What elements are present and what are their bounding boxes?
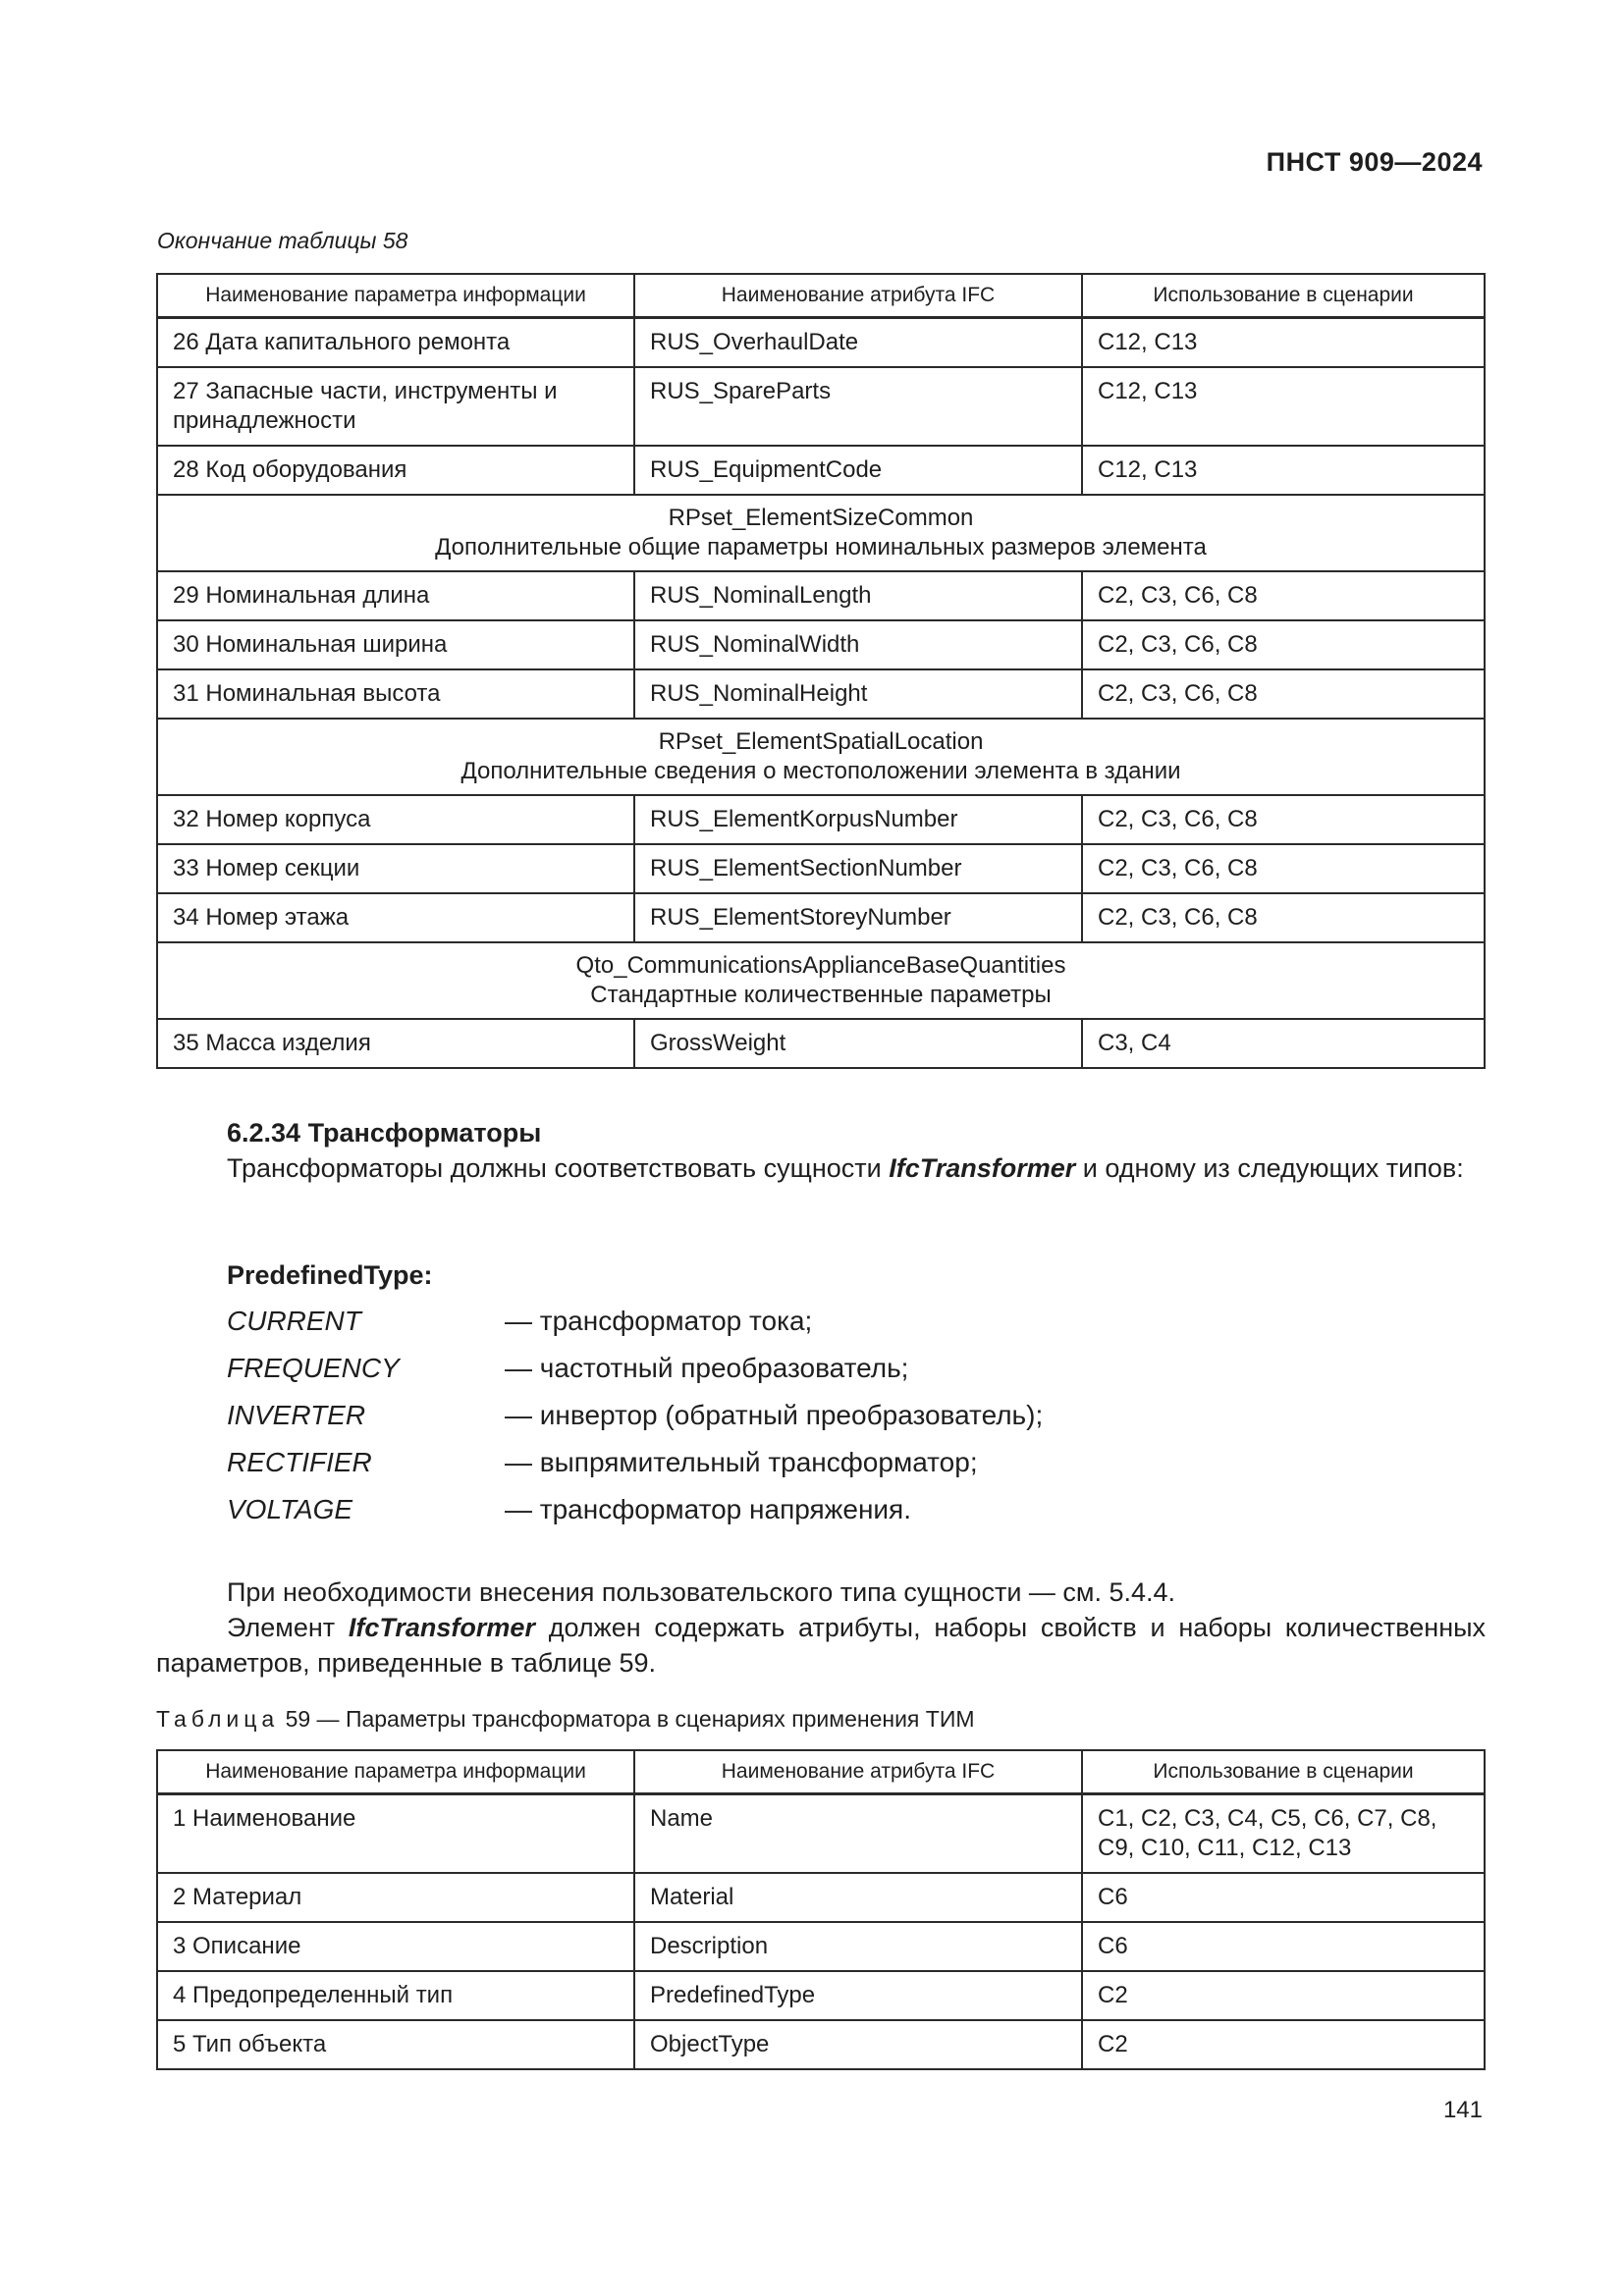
table-row: [157, 1873, 1485, 1922]
property-set-cell: [157, 942, 1485, 1019]
param-name-cell: 5 Тип объекта: [157, 2020, 634, 2069]
ifc-attribute-cell: RUS_ElementSectionNumber: [634, 844, 1082, 893]
type-description: — частотный преобразователь;: [505, 1353, 909, 1383]
scenario-usage-cell: C2, C3, C6, C8: [1082, 844, 1485, 893]
param-name-cell: 2 Материал: [157, 1873, 634, 1922]
scenario-usage-cell: C12, C13: [1082, 446, 1485, 495]
scenario-usage-cell: C2, C3, C6, C8: [1082, 571, 1485, 620]
ifc-attribute-cell: PredefinedType: [634, 1971, 1082, 2020]
table-row: [157, 318, 1485, 368]
param-name-cell: 33 Номер секции: [157, 844, 634, 893]
type-name: FREQUENCY: [227, 1353, 400, 1383]
ifc-attribute-cell: RUS_NominalHeight: [634, 669, 1082, 719]
section-title: 6.2.34 Трансформаторы: [227, 1118, 542, 1148]
table-row: [157, 367, 1485, 446]
scenario-usage-cell: C2: [1082, 2020, 1485, 2069]
entity-name: IfcTransformer: [348, 1613, 535, 1642]
ifc-attribute-cell: Material: [634, 1873, 1082, 1922]
scenario-usage-cell: C2, C3, C6, C8: [1082, 893, 1485, 942]
predefined-type-heading: PredefinedType:: [227, 1260, 433, 1290]
type-description: — трансформатор тока;: [505, 1306, 813, 1336]
property-set-cell: [157, 495, 1485, 571]
table-group-row: [157, 942, 1485, 1019]
element-paragraph: [156, 1610, 1486, 1681]
property-set-name: Qto_CommunicationsApplianceBaseQuantities: [575, 952, 1066, 979]
ifc-attribute-cell: RUS_EquipmentCode: [634, 446, 1082, 495]
intro-text-after: и одному из следующих типов:: [1075, 1153, 1464, 1183]
param-name-cell: 1 Наименование: [157, 1794, 634, 1874]
column-header: Наименование атрибута IFC: [634, 274, 1082, 318]
property-set-description: Дополнительные сведения о местоположении элемента в здании: [460, 758, 1181, 784]
param-name-cell: 35 Масса изделия: [157, 1019, 634, 1068]
ifc-attribute-cell: RUS_NominalLength: [634, 571, 1082, 620]
ifc-attribute-cell: RUS_ElementStoreyNumber: [634, 893, 1082, 942]
table-58-continuation-caption: Окончание таблицы 58: [157, 228, 408, 253]
table-59: [156, 1749, 1486, 2070]
column-header: Использование в сценарии: [1082, 1750, 1485, 1794]
column-header: Использование в сценарии: [1082, 274, 1485, 318]
ifc-attribute-cell: Description: [634, 1922, 1082, 1971]
param-name-cell: 31 Номинальная высота: [157, 669, 634, 719]
param-name-cell: 27 Запасные части, инструменты и принадлежности: [157, 367, 634, 446]
param-name-cell: 26 Дата капитального ремонта: [157, 318, 634, 368]
ifc-attribute-cell: Name: [634, 1794, 1082, 1874]
ifc-attribute-cell: RUS_OverhaulDate: [634, 318, 1082, 368]
type-description: — выпрямительный трансформатор;: [505, 1447, 978, 1477]
property-set-cell: [157, 719, 1485, 795]
scenario-usage-cell: C2, C3, C6, C8: [1082, 669, 1485, 719]
param-name-cell: 4 Предопределенный тип: [157, 1971, 634, 2020]
table-row: [157, 1019, 1485, 1068]
scenario-usage-cell: C12, C13: [1082, 367, 1485, 446]
scenario-usage-cell: C12, C13: [1082, 318, 1485, 368]
ifc-attribute-cell: RUS_ElementKorpusNumber: [634, 795, 1082, 844]
type-description: — инвертор (обратный преобразователь);: [505, 1400, 1044, 1430]
type-name: VOLTAGE: [227, 1494, 353, 1524]
custom-type-note: При необходимости внесения пользовательского типа сущности — см. 5.4.4.: [227, 1577, 1176, 1607]
column-header: Наименование параметра информации: [157, 274, 634, 318]
scenario-usage-cell: C6: [1082, 1922, 1485, 1971]
elem-text-before: Элемент: [227, 1613, 349, 1642]
table-row: [157, 893, 1485, 942]
scenario-usage-cell: C2, C3, C6, C8: [1082, 795, 1485, 844]
table-header-row: [157, 1750, 1485, 1794]
table-row: [157, 1971, 1485, 2020]
table-row: [157, 669, 1485, 719]
table-group-row: [157, 719, 1485, 795]
scenario-usage-cell: C3, C4: [1082, 1019, 1485, 1068]
ifc-attribute-cell: GrossWeight: [634, 1019, 1082, 1068]
param-name-cell: 3 Описание: [157, 1922, 634, 1971]
type-description: — трансформатор напряжения.: [505, 1494, 911, 1524]
scenario-usage-cell: C2: [1082, 1971, 1485, 2020]
column-header: Наименование параметра информации: [157, 1750, 634, 1794]
ifc-attribute-cell: RUS_SpareParts: [634, 367, 1082, 446]
ifc-attribute-cell: RUS_NominalWidth: [634, 620, 1082, 669]
param-name-cell: 30 Номинальная ширина: [157, 620, 634, 669]
property-set-name: RPset_ElementSizeCommon: [668, 505, 974, 531]
table-caption-word: Таблица: [156, 1706, 280, 1732]
table-row: [157, 795, 1485, 844]
type-name: INVERTER: [227, 1400, 366, 1430]
table-row: [157, 620, 1485, 669]
ifc-attribute-cell: ObjectType: [634, 2020, 1082, 2069]
param-name-cell: 29 Номинальная длина: [157, 571, 634, 620]
property-set-name: RPset_ElementSpatialLocation: [658, 728, 984, 755]
table-row: [157, 571, 1485, 620]
table-58: [156, 273, 1486, 1069]
param-name-cell: 32 Номер корпуса: [157, 795, 634, 844]
table-59-caption: [156, 1706, 975, 1733]
page-number: 141: [1442, 2097, 1483, 2123]
param-name-cell: 28 Код оборудования: [157, 446, 634, 495]
type-name: RECTIFIER: [227, 1447, 372, 1477]
table-row: [157, 446, 1485, 495]
table-caption-text: 59 — Параметры трансформатора в сценариях применения ТИМ: [279, 1706, 975, 1732]
table-header-row: [157, 274, 1485, 318]
property-set-description: Стандартные количественные параметры: [590, 982, 1052, 1008]
column-header: Наименование атрибута IFC: [634, 1750, 1082, 1794]
table-group-row: [157, 495, 1485, 571]
intro-text-before: Трансформаторы должны соответствовать сущности: [227, 1153, 890, 1183]
document-code: ПНСТ 909—2024: [1266, 147, 1483, 177]
scenario-usage-cell: C2, C3, C6, C8: [1082, 620, 1485, 669]
table-row: [157, 1922, 1485, 1971]
section-intro-paragraph: [156, 1150, 1486, 1186]
elem-text-after: должен содержать атрибуты, наборы свойств и наборы количественных параметров, приведенные в таблице 59.: [156, 1613, 1487, 1678]
scenario-usage-cell: C6: [1082, 1873, 1485, 1922]
property-set-description: Дополнительные общие параметры номинальных размеров элемента: [435, 534, 1207, 561]
scenario-usage-cell: C1, C2, C3, C4, C5, C6, C7, C8, C9, C10, C11, C12, C13: [1082, 1794, 1485, 1874]
table-row: [157, 844, 1485, 893]
table-row: [157, 2020, 1485, 2069]
table-row: [157, 1794, 1485, 1874]
entity-name: IfcTransformer: [889, 1153, 1076, 1183]
type-name: CURRENT: [227, 1306, 361, 1336]
param-name-cell: 34 Номер этажа: [157, 893, 634, 942]
